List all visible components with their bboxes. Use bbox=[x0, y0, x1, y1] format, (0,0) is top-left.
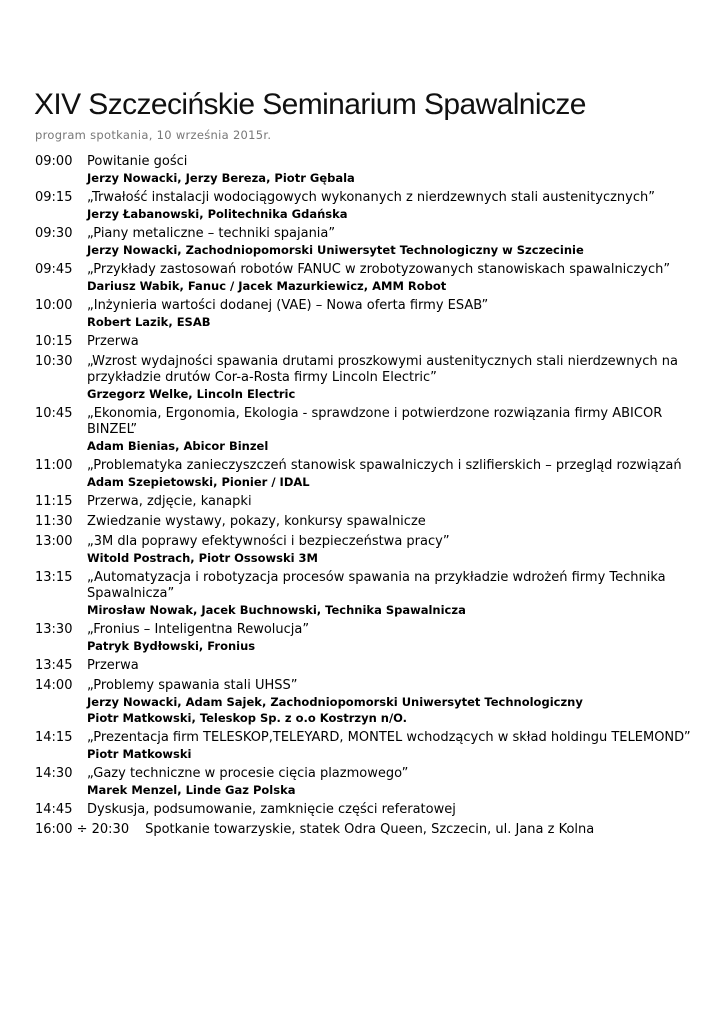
agenda-body bbox=[87, 334, 695, 350]
agenda-speakers: Jerzy Łabanowski, Politechnika Gdańska bbox=[87, 207, 348, 221]
agenda-time: 14:00 bbox=[35, 678, 73, 693]
agenda-time: 14:15 bbox=[35, 730, 73, 745]
agenda-item bbox=[35, 678, 695, 726]
agenda-topic: Dyskusja, podsumowanie, zamknięcie części referatowej bbox=[87, 802, 456, 817]
agenda-time: 13:00 bbox=[35, 534, 73, 549]
agenda-body bbox=[87, 458, 695, 490]
agenda-body bbox=[87, 514, 695, 530]
closing-time: 16:00 ÷ 20:30 bbox=[35, 822, 130, 837]
agenda-body bbox=[87, 406, 695, 454]
agenda-item bbox=[35, 226, 695, 258]
agenda-item bbox=[35, 802, 695, 818]
agenda-time: 10:15 bbox=[35, 334, 73, 349]
agenda-speakers: Mirosław Nowak, Jacek Buchnowski, Technika Spawalnicza bbox=[87, 603, 466, 617]
agenda-speakers: Robert Lazik, ESAB bbox=[87, 315, 211, 329]
agenda-item bbox=[35, 658, 695, 674]
agenda-time: 11:15 bbox=[35, 494, 73, 509]
page-title: XIV Szczecińskie Seminarium Spawalnicze bbox=[34, 88, 586, 121]
agenda-topic: Powitanie gości bbox=[87, 154, 188, 169]
agenda-speakers: Jerzy Nowacki, Jerzy Bereza, Piotr Gębala bbox=[87, 171, 355, 185]
agenda-item bbox=[35, 334, 695, 350]
agenda-item bbox=[35, 766, 695, 798]
agenda-topic: Zwiedzanie wystawy, pokazy, konkursy spawalnicze bbox=[87, 514, 426, 529]
agenda-item bbox=[35, 534, 695, 566]
agenda-time: 09:00 bbox=[35, 154, 73, 169]
agenda-time: 13:45 bbox=[35, 658, 73, 673]
agenda-body bbox=[87, 622, 695, 654]
agenda-body bbox=[87, 534, 695, 566]
agenda-time: 14:45 bbox=[35, 802, 73, 817]
agenda-body bbox=[87, 570, 695, 618]
agenda-topic: „Ekonomia, Ergonomia, Ekologia - sprawdzone i potwierdzone rozwiązania firmy ABICOR BINZEL” bbox=[87, 406, 663, 437]
agenda-time: 13:15 bbox=[35, 570, 73, 585]
agenda-speakers: Adam Szepietowski, Pionier / IDAL bbox=[87, 475, 310, 489]
agenda-topic: Przerwa, zdjęcie, kanapki bbox=[87, 494, 252, 509]
agenda-body bbox=[87, 678, 695, 726]
agenda-topic: „Problematyka zanieczyszczeń stanowisk spawalniczych i szlifierskich – przegląd rozwiązań bbox=[87, 458, 682, 473]
agenda-body bbox=[87, 298, 695, 330]
agenda-topic: „Inżynieria wartości dodanej (VAE) – Nowa oferta firmy ESAB” bbox=[87, 298, 489, 313]
agenda-topic: „Piany metaliczne – techniki spajania” bbox=[87, 226, 336, 241]
agenda-item bbox=[35, 514, 695, 530]
agenda-time: 10:00 bbox=[35, 298, 73, 313]
agenda-item bbox=[35, 730, 695, 762]
agenda-item bbox=[35, 190, 695, 222]
agenda-speakers: Patryk Bydłowski, Fronius bbox=[87, 639, 256, 653]
agenda-topic: „Fronius – Inteligentna Rewolucja” bbox=[87, 622, 310, 637]
agenda-closing bbox=[35, 822, 695, 838]
agenda-speakers: Adam Bienias, Abicor Binzel bbox=[87, 439, 269, 453]
agenda-item bbox=[35, 298, 695, 330]
agenda-topic: „Trwałość instalacji wodociągowych wykonanych z nierdzewnych stali austenitycznych” bbox=[87, 190, 655, 205]
agenda-topic: „Problemy spawania stali UHSS” bbox=[87, 678, 298, 693]
agenda-time: 09:45 bbox=[35, 262, 73, 277]
agenda-item bbox=[35, 154, 695, 186]
agenda-time: 11:00 bbox=[35, 458, 73, 473]
agenda-time: 14:30 bbox=[35, 766, 73, 781]
agenda-speakers: Piotr Matkowski bbox=[87, 747, 192, 761]
agenda-speakers: Jerzy Nowacki, Adam Sajek, Zachodniopomorski Uniwersytet Technologiczny bbox=[87, 695, 583, 709]
page-subtitle: program spotkania, 10 września 2015r. bbox=[35, 128, 272, 142]
agenda-time: 10:45 bbox=[35, 406, 73, 421]
agenda-topic: „Wzrost wydajności spawania drutami proszkowymi austenitycznych stali nierdzewnych na przykładzie drutów Cor-a-Rosta firmy Lincoln Electric” bbox=[87, 354, 678, 385]
agenda-time: 11:30 bbox=[35, 514, 73, 529]
agenda-topic: „Przykłady zastosowań robotów FANUC w zrobotyzowanych stanowiskach spawalniczych” bbox=[87, 262, 671, 277]
agenda-time: 10:30 bbox=[35, 354, 73, 369]
agenda-speakers: Marek Menzel, Linde Gaz Polska bbox=[87, 783, 296, 797]
agenda-body bbox=[87, 262, 695, 294]
agenda-item bbox=[35, 622, 695, 654]
agenda-speakers: Dariusz Wabik, Fanuc / Jacek Mazurkiewicz, AMM Robot bbox=[87, 279, 447, 293]
agenda-item bbox=[35, 406, 695, 454]
agenda-list bbox=[35, 154, 695, 838]
agenda-speakers: Jerzy Nowacki, Zachodniopomorski Uniwersytet Technologiczny w Szczecinie bbox=[87, 243, 584, 257]
agenda-speakers: Piotr Matkowski, Teleskop Sp. z o.o Kostrzyn n/O. bbox=[87, 711, 408, 725]
agenda-speakers: Witold Postrach, Piotr Ossowski 3M bbox=[87, 551, 318, 565]
agenda-body bbox=[87, 354, 695, 402]
agenda-topic: Przerwa bbox=[87, 658, 139, 673]
agenda-body bbox=[87, 226, 695, 258]
agenda-item bbox=[35, 458, 695, 490]
agenda-body bbox=[87, 190, 695, 222]
agenda-body bbox=[87, 494, 695, 510]
agenda-body bbox=[87, 658, 695, 674]
agenda-item bbox=[35, 494, 695, 510]
agenda-body bbox=[87, 766, 695, 798]
agenda-speakers: Grzegorz Welke, Lincoln Electric bbox=[87, 387, 296, 401]
agenda-topic: Przerwa bbox=[87, 334, 139, 349]
closing-text: Spotkanie towarzyskie, statek Odra Queen, Szczecin, ul. Jana z Kolna bbox=[145, 822, 595, 837]
agenda-body bbox=[87, 802, 695, 818]
agenda-topic: „Automatyzacja i robotyzacja procesów spawania na przykładzie wdrożeń firmy Technika Spawalnicza” bbox=[87, 570, 666, 601]
agenda-topic: „Prezentacja firm TELESKOP,TELEYARD, MONTEL wchodzących w skład holdingu TELEMOND” bbox=[87, 730, 691, 745]
agenda-item bbox=[35, 354, 695, 402]
agenda-body bbox=[87, 730, 695, 762]
agenda-body bbox=[87, 154, 695, 186]
agenda-item bbox=[35, 570, 695, 618]
agenda-topic: „3M dla poprawy efektywności i bezpieczeństwa pracy” bbox=[87, 534, 450, 549]
agenda-time: 09:30 bbox=[35, 226, 73, 241]
agenda-item bbox=[35, 262, 695, 294]
agenda-time: 13:30 bbox=[35, 622, 73, 637]
agenda-time: 09:15 bbox=[35, 190, 73, 205]
agenda-topic: „Gazy techniczne w procesie cięcia plazmowego” bbox=[87, 766, 409, 781]
